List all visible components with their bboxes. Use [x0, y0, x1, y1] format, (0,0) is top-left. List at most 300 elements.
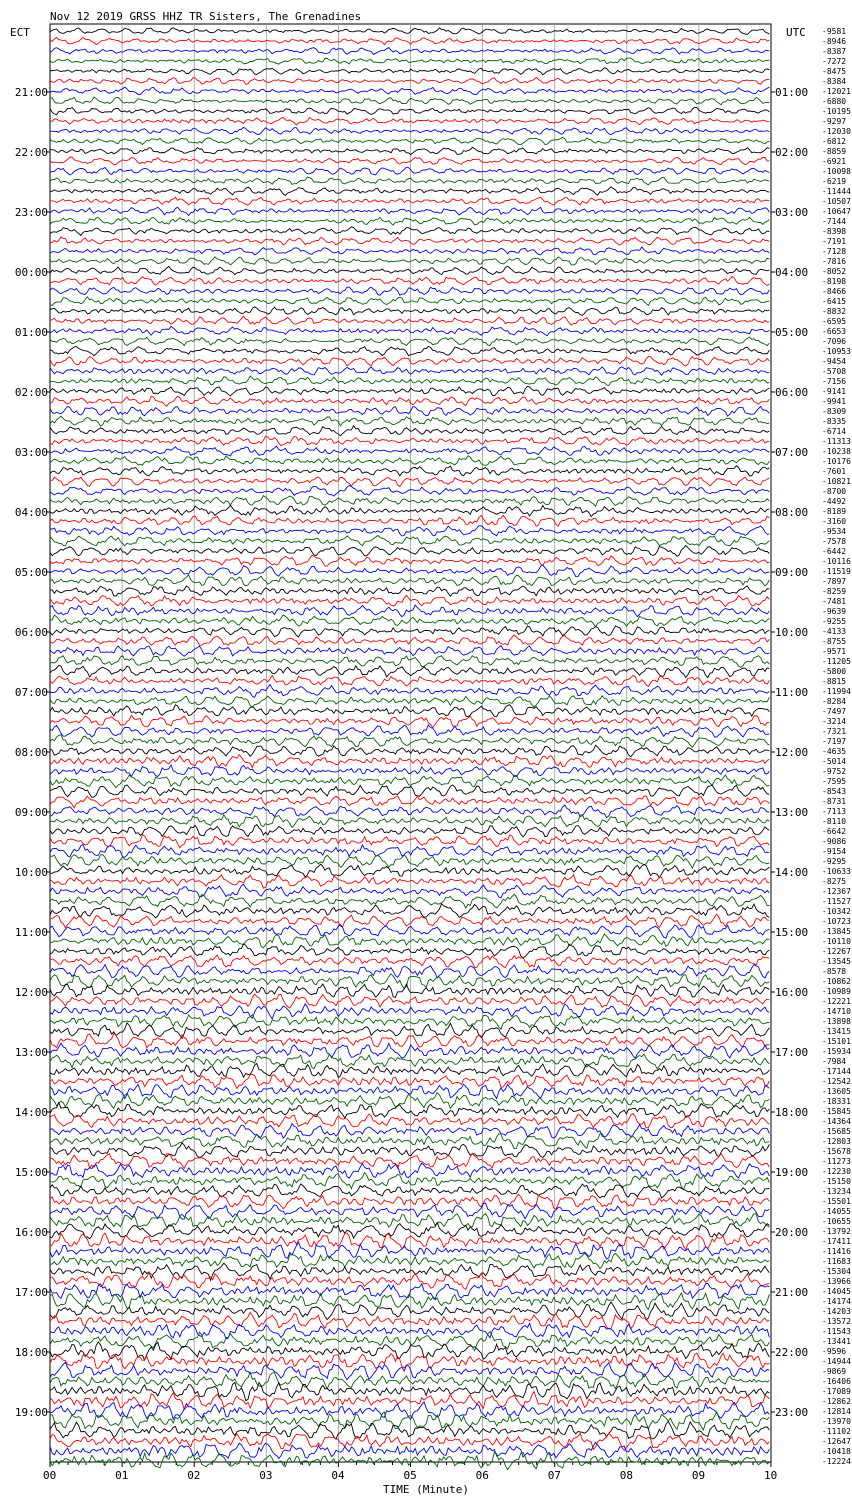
- seismic-trace: [50, 656, 769, 668]
- seismic-trace: [50, 237, 769, 245]
- seismic-trace: [50, 536, 769, 546]
- trace-offset-label: -7191: [822, 237, 847, 246]
- right-hour-label: 09:00: [775, 566, 809, 579]
- seismic-trace: [50, 167, 769, 175]
- trace-offset-label: -13845: [822, 927, 851, 936]
- seismic-trace: [50, 1103, 769, 1118]
- trace-offset-label: -12647: [822, 1437, 851, 1446]
- trace-offset-label: -12542: [822, 1077, 851, 1086]
- trace-offset-label: -8832: [822, 307, 847, 316]
- trace-offset-label: -12030: [822, 127, 851, 136]
- right-hour-label: 22:00: [775, 1346, 809, 1359]
- trace-offset-label: -13898: [822, 1017, 851, 1026]
- trace-offset-label: -14944: [822, 1357, 851, 1366]
- seismic-trace: [50, 416, 769, 426]
- trace-offset-label: -4133: [822, 627, 847, 636]
- seismic-trace: [50, 1342, 769, 1360]
- trace-offset-label: -11205: [822, 657, 851, 666]
- trace-offset-label: -11543: [822, 1327, 851, 1336]
- seismic-trace: [50, 307, 769, 316]
- trace-offset-label: -7144: [822, 217, 847, 226]
- trace-offset-label: -14364: [822, 1117, 851, 1126]
- x-tick-label: 06: [475, 1469, 489, 1482]
- right-hour-label: 17:00: [775, 1046, 809, 1059]
- trace-offset-label: -11102: [822, 1427, 851, 1436]
- seismic-trace: [50, 1353, 769, 1369]
- trace-offset-label: -12224: [822, 1457, 851, 1466]
- trace-offset-label: -6714: [822, 427, 847, 436]
- trace-offset-label: -6812: [822, 137, 847, 146]
- trace-offset-label: -9454: [822, 357, 847, 366]
- seismic-trace: [50, 257, 769, 265]
- trace-offset-label: -8731: [822, 797, 847, 806]
- trace-offset-label: -5708: [822, 367, 847, 376]
- trace-offset-label: -7984: [822, 1057, 847, 1066]
- trace-offset-label: -9297: [822, 117, 847, 126]
- left-hour-label: 16:00: [14, 1226, 48, 1239]
- right-hour-label: 18:00: [775, 1106, 809, 1119]
- seismic-trace: [50, 785, 769, 797]
- left-hour-label: 19:00: [14, 1406, 48, 1419]
- trace-offset-label: -9639: [822, 607, 847, 616]
- seismic-trace: [50, 765, 769, 777]
- seismic-trace: [50, 555, 769, 566]
- trace-offset-label: -9141: [822, 387, 847, 396]
- seismic-trace: [50, 825, 769, 837]
- trace-offset-label: -13441: [822, 1337, 851, 1346]
- seismic-trace: [50, 1372, 769, 1389]
- trace-offset-label: -10633: [822, 867, 851, 876]
- seismic-trace: [50, 107, 769, 114]
- trace-offset-label: -7595: [822, 777, 847, 786]
- seismic-trace: [50, 855, 769, 869]
- right-timezone-label: UTC: [786, 26, 806, 39]
- trace-offset-label: -12267: [822, 947, 851, 956]
- seismic-trace: [50, 197, 769, 205]
- trace-offset-label: -13966: [822, 1277, 851, 1286]
- trace-offset-label: -6595: [822, 317, 847, 326]
- left-hour-label: 09:00: [14, 806, 48, 819]
- trace-offset-label: -12814: [822, 1407, 851, 1416]
- left-hour-label: 04:00: [14, 506, 48, 519]
- trace-offset-label: -7497: [822, 707, 847, 716]
- trace-offset-label: -11313: [822, 437, 851, 446]
- seismic-trace: [50, 575, 769, 586]
- seismic-trace: [50, 715, 769, 727]
- trace-offset-label: -11273: [822, 1157, 851, 1166]
- trace-offset-label: -6415: [822, 297, 847, 306]
- trace-offset-label: -8946: [822, 37, 847, 46]
- trace-offset-label: -15678: [822, 1147, 851, 1156]
- right-hour-label: 11:00: [775, 686, 809, 699]
- trace-offset-label: -6642: [822, 827, 847, 836]
- trace-offset-label: -10418: [822, 1447, 851, 1456]
- trace-offset-label: -9596: [822, 1347, 847, 1356]
- seismic-trace: [50, 426, 769, 436]
- seismic-trace: [50, 376, 769, 385]
- trace-offset-label: -9752: [822, 767, 847, 776]
- trace-offset-label: -8466: [822, 287, 847, 296]
- seismic-trace: [50, 796, 769, 808]
- seismic-trace: [50, 356, 769, 366]
- x-tick-label: 10: [764, 1469, 778, 1482]
- x-tick-label: 04: [331, 1469, 345, 1482]
- trace-offset-label: -12367: [822, 887, 851, 896]
- right-hour-label: 19:00: [775, 1166, 809, 1179]
- seismic-trace: [50, 287, 769, 295]
- right-hour-label: 21:00: [775, 1286, 809, 1299]
- trace-offset-label: -10507: [822, 197, 851, 206]
- trace-offset-label: -8052: [822, 267, 847, 276]
- seismic-trace: [50, 725, 769, 737]
- seismic-trace: [50, 87, 769, 95]
- right-hour-label: 08:00: [775, 506, 809, 519]
- seismic-trace: [50, 626, 769, 637]
- right-hour-label: 02:00: [775, 146, 809, 159]
- trace-offset-label: -12221: [822, 997, 851, 1006]
- seismic-trace: [50, 705, 769, 717]
- left-hour-label: 08:00: [14, 746, 48, 759]
- seismic-trace: [50, 505, 769, 516]
- left-hour-label: 03:00: [14, 446, 48, 459]
- left-hour-label: 23:00: [14, 206, 48, 219]
- seismic-trace: [50, 1143, 769, 1158]
- x-tick-label: 02: [187, 1469, 201, 1482]
- trace-offset-label: -9255: [822, 617, 847, 626]
- trace-offset-label: -10110: [822, 937, 851, 946]
- trace-offset-label: -8198: [822, 277, 847, 286]
- trace-offset-label: -11994: [822, 687, 851, 696]
- left-hour-label: 02:00: [14, 386, 48, 399]
- seismic-trace: [50, 1163, 769, 1178]
- seismic-trace: [50, 955, 769, 968]
- seismic-trace: [50, 48, 769, 55]
- right-hour-label: 23:00: [775, 1406, 809, 1419]
- trace-offset-label: -14203: [822, 1307, 851, 1316]
- right-hour-label: 01:00: [775, 86, 809, 99]
- seismic-trace: [50, 1362, 769, 1379]
- trace-offset-label: -13415: [822, 1027, 851, 1036]
- left-hour-label: 14:00: [14, 1106, 48, 1119]
- trace-offset-label: -11527: [822, 897, 851, 906]
- seismic-trace: [50, 406, 769, 416]
- left-hour-label: 05:00: [14, 566, 48, 579]
- trace-offset-label: -16406: [822, 1377, 851, 1386]
- seismic-trace: [50, 367, 769, 375]
- seismic-trace: [50, 1184, 769, 1198]
- x-tick-label: 00: [43, 1469, 57, 1482]
- right-hour-label: 07:00: [775, 446, 809, 459]
- trace-offset-label: -17411: [822, 1237, 851, 1246]
- trace-offset-label: -6880: [822, 97, 847, 106]
- seismic-trace: [50, 1064, 769, 1078]
- right-hour-label: 03:00: [775, 206, 809, 219]
- right-hour-label: 20:00: [775, 1226, 809, 1239]
- seismic-trace: [50, 1293, 769, 1309]
- right-hour-label: 16:00: [775, 986, 809, 999]
- right-hour-label: 10:00: [775, 626, 809, 639]
- seismic-trace: [50, 1214, 769, 1228]
- trace-offset-label: -4492: [822, 497, 847, 506]
- trace-offset-label: -14055: [822, 1207, 851, 1216]
- seismic-trace: [50, 646, 769, 657]
- trace-offset-label: -15685: [822, 1127, 851, 1136]
- seismic-trace: [50, 68, 769, 75]
- x-tick-label: 07: [547, 1469, 561, 1482]
- trace-offset-label: -8543: [822, 787, 847, 796]
- seismic-trace: [50, 217, 769, 225]
- trace-offset-label: -7272: [822, 57, 847, 66]
- trace-offset-label: -10655: [822, 1217, 851, 1226]
- seismic-trace: [50, 327, 769, 336]
- seismic-trace: [50, 38, 769, 45]
- seismic-trace: [50, 735, 769, 747]
- trace-offset-label: -15304: [822, 1267, 851, 1276]
- trace-offset-label: -8384: [822, 77, 847, 86]
- trace-offset-label: -7481: [822, 597, 847, 606]
- seismic-trace: [50, 605, 769, 617]
- seismic-trace: [50, 615, 769, 627]
- seismic-trace: [50, 1173, 769, 1190]
- right-hour-label: 14:00: [775, 866, 809, 879]
- trace-offset-label: -13970: [822, 1417, 851, 1426]
- seismic-trace: [50, 466, 769, 476]
- trace-offset-label: -10195: [822, 107, 851, 116]
- seismic-trace: [50, 1253, 769, 1268]
- trace-offset-label: -5800: [822, 667, 847, 676]
- trace-offset-label: -8859: [822, 147, 847, 156]
- seismic-trace: [50, 565, 769, 577]
- trace-offset-label: -8398: [822, 227, 847, 236]
- seismic-trace: [50, 187, 769, 196]
- trace-offset-label: -11416: [822, 1247, 851, 1256]
- left-hour-label: 13:00: [14, 1046, 48, 1059]
- seismic-trace: [50, 58, 769, 64]
- seismic-trace: [50, 277, 769, 286]
- right-hour-label: 05:00: [775, 326, 809, 339]
- seismic-trace: [50, 386, 769, 395]
- trace-offset-label: -7897: [822, 577, 847, 586]
- seismic-trace: [50, 696, 769, 708]
- trace-offset-label: -8309: [822, 407, 847, 416]
- x-tick-label: 08: [619, 1469, 634, 1482]
- trace-offset-label: -8755: [822, 637, 847, 646]
- seismic-trace: [50, 177, 769, 185]
- seismic-trace: [50, 456, 769, 466]
- trace-offset-label: -8110: [822, 817, 847, 826]
- trace-offset-label: -10862: [822, 977, 851, 986]
- trace-offset-label: -6219: [822, 177, 847, 186]
- seismic-trace: [50, 266, 769, 274]
- trace-offset-label: -6653: [822, 327, 847, 336]
- seismic-trace: [50, 925, 769, 939]
- trace-offset-label: -6921: [822, 157, 847, 166]
- trace-offset-label: -9086: [822, 837, 847, 846]
- trace-offset-label: -8335: [822, 417, 847, 426]
- trace-offset-label: -13605: [822, 1087, 851, 1096]
- seismic-trace: [50, 1114, 769, 1129]
- trace-offset-label: -15101: [822, 1037, 851, 1046]
- trace-offset-label: -7816: [822, 257, 847, 266]
- seismic-trace: [50, 1421, 769, 1439]
- seismic-trace: [50, 446, 769, 456]
- left-hour-label: 15:00: [14, 1166, 48, 1179]
- left-hour-label: 11:00: [14, 926, 48, 939]
- right-hour-label: 12:00: [775, 746, 809, 759]
- trace-offset-label: -10176: [822, 457, 851, 466]
- trace-offset-label: -10098: [822, 167, 851, 176]
- seismic-trace: [50, 297, 769, 306]
- trace-offset-label: -14710: [822, 1007, 851, 1016]
- trace-offset-label: -3160: [822, 517, 847, 526]
- seismic-trace: [50, 984, 769, 997]
- trace-offset-label: -9869: [822, 1367, 847, 1376]
- x-tick-label: 03: [259, 1469, 273, 1482]
- trace-offset-label: -7321: [822, 727, 847, 736]
- seismic-trace: [50, 137, 769, 144]
- x-tick-label: 09: [691, 1469, 706, 1482]
- seismic-trace: [50, 1093, 769, 1109]
- seismic-trace: [50, 247, 769, 255]
- seismic-trace: [50, 1043, 769, 1058]
- trace-offset-label: -14174: [822, 1297, 851, 1306]
- trace-offset-label: -10953: [822, 347, 851, 356]
- seismic-trace: [50, 496, 769, 507]
- trace-offset-label: -7197: [822, 737, 847, 746]
- left-hour-label: 06:00: [14, 626, 48, 639]
- trace-offset-label: -10723: [822, 917, 851, 926]
- right-hour-label: 06:00: [775, 386, 809, 399]
- trace-offset-label: -8189: [822, 507, 847, 516]
- trace-offset-label: -9295: [822, 857, 847, 866]
- trace-offset-label: -10647: [822, 207, 851, 216]
- left-hour-label: 18:00: [14, 1346, 48, 1359]
- trace-offset-label: -8387: [822, 47, 847, 56]
- trace-offset-label: -7096: [822, 337, 847, 346]
- seismic-trace: [50, 316, 769, 325]
- seismic-trace: [50, 755, 769, 768]
- seismic-trace: [50, 1412, 769, 1430]
- trace-offset-label: -9534: [822, 527, 847, 536]
- trace-offset-label: -12230: [822, 1167, 851, 1176]
- left-hour-label: 10:00: [14, 866, 48, 879]
- seismic-trace: [50, 396, 769, 406]
- trace-offset-label: -9154: [822, 847, 847, 856]
- left-hour-label: 01:00: [14, 326, 48, 339]
- seismic-trace: [50, 526, 769, 536]
- left-hour-label: 07:00: [14, 686, 48, 699]
- trace-offset-label: -7128: [822, 247, 847, 256]
- trace-offset-label: -7156: [822, 377, 847, 386]
- seismic-trace: [50, 864, 769, 878]
- trace-offset-label: -8275: [822, 877, 847, 886]
- trace-offset-label: -12021: [822, 87, 851, 96]
- seismic-trace: [50, 934, 769, 948]
- trace-offset-label: -13572: [822, 1317, 851, 1326]
- seismic-trace: [50, 994, 769, 1008]
- seismic-trace: [50, 515, 769, 526]
- seismic-trace: [50, 685, 769, 698]
- seismic-trace: [50, 944, 769, 958]
- trace-offset-label: -5014: [822, 757, 847, 766]
- seismic-trace: [50, 1402, 769, 1419]
- x-axis-label: TIME (Minute): [382, 1483, 470, 1496]
- left-hour-label: 12:00: [14, 986, 48, 999]
- left-timezone-label: ECT: [10, 26, 30, 39]
- trace-offset-label: -3214: [822, 717, 847, 726]
- seismic-trace: [50, 77, 769, 84]
- trace-offset-label: -17089: [822, 1387, 851, 1396]
- trace-offset-label: -10342: [822, 907, 851, 916]
- seismic-trace: [50, 1134, 769, 1149]
- trace-offset-label: -13792: [822, 1227, 851, 1236]
- trace-offset-label: -4635: [822, 747, 847, 756]
- right-hour-label: 15:00: [775, 926, 809, 939]
- chart-title: Nov 12 2019 GRSS HHZ TR Sisters, The Grenadines: [50, 10, 362, 23]
- trace-offset-label: -8578: [822, 967, 847, 976]
- trace-offset-label: -9581: [822, 27, 847, 36]
- trace-offset-label: -7578: [822, 537, 847, 546]
- seismic-trace: [50, 227, 769, 236]
- trace-offset-label: -13234: [822, 1187, 851, 1196]
- seismic-trace: [50, 1283, 769, 1299]
- trace-offset-label: -18331: [822, 1097, 851, 1106]
- seismic-trace: [50, 1084, 769, 1098]
- trace-offset-label: -10116: [822, 557, 851, 566]
- trace-offset-label: -8259: [822, 587, 847, 596]
- seismic-trace: [50, 1203, 769, 1219]
- seismic-trace: [50, 875, 769, 888]
- trace-offset-label: -9941: [822, 397, 847, 406]
- seismic-trace: [50, 805, 769, 818]
- seismic-trace: [50, 835, 769, 848]
- trace-offset-label: -6442: [822, 547, 847, 556]
- seismic-trace: [50, 207, 769, 215]
- seismic-trace: [50, 127, 769, 134]
- left-hour-label: 22:00: [14, 146, 48, 159]
- seismic-trace: [50, 1004, 769, 1019]
- trace-offset-label: -15934: [822, 1047, 851, 1056]
- seismic-trace: [50, 1015, 769, 1029]
- trace-offset-label: -11519: [822, 567, 851, 576]
- seismic-trace: [50, 965, 769, 978]
- seismic-trace: [50, 745, 769, 756]
- right-hour-label: 04:00: [775, 266, 809, 279]
- seismic-trace: [50, 436, 769, 445]
- x-tick-label: 01: [115, 1469, 129, 1482]
- trace-offset-label: -10989: [822, 987, 851, 996]
- trace-offset-label: -12862: [822, 1397, 851, 1406]
- seismic-trace: [50, 486, 769, 497]
- trace-offset-label: -11683: [822, 1257, 851, 1266]
- left-hour-label: 17:00: [14, 1286, 48, 1299]
- seismic-trace: [50, 97, 769, 105]
- trace-offset-label: -10238: [822, 447, 851, 456]
- trace-offset-label: -15150: [822, 1177, 851, 1186]
- trace-offset-label: -10821: [822, 477, 851, 486]
- seismic-trace: [50, 1273, 769, 1290]
- seismic-trace: [50, 884, 769, 898]
- trace-offset-label: -15501: [822, 1197, 851, 1206]
- trace-offset-label: -14045: [822, 1287, 851, 1296]
- seismic-trace: [50, 147, 769, 154]
- seismic-trace: [50, 815, 769, 828]
- trace-offset-label: -7113: [822, 807, 847, 816]
- seismic-trace: [50, 117, 769, 125]
- seismic-trace: [50, 635, 769, 645]
- left-hour-label: 21:00: [14, 86, 48, 99]
- right-hour-label: 13:00: [775, 806, 809, 819]
